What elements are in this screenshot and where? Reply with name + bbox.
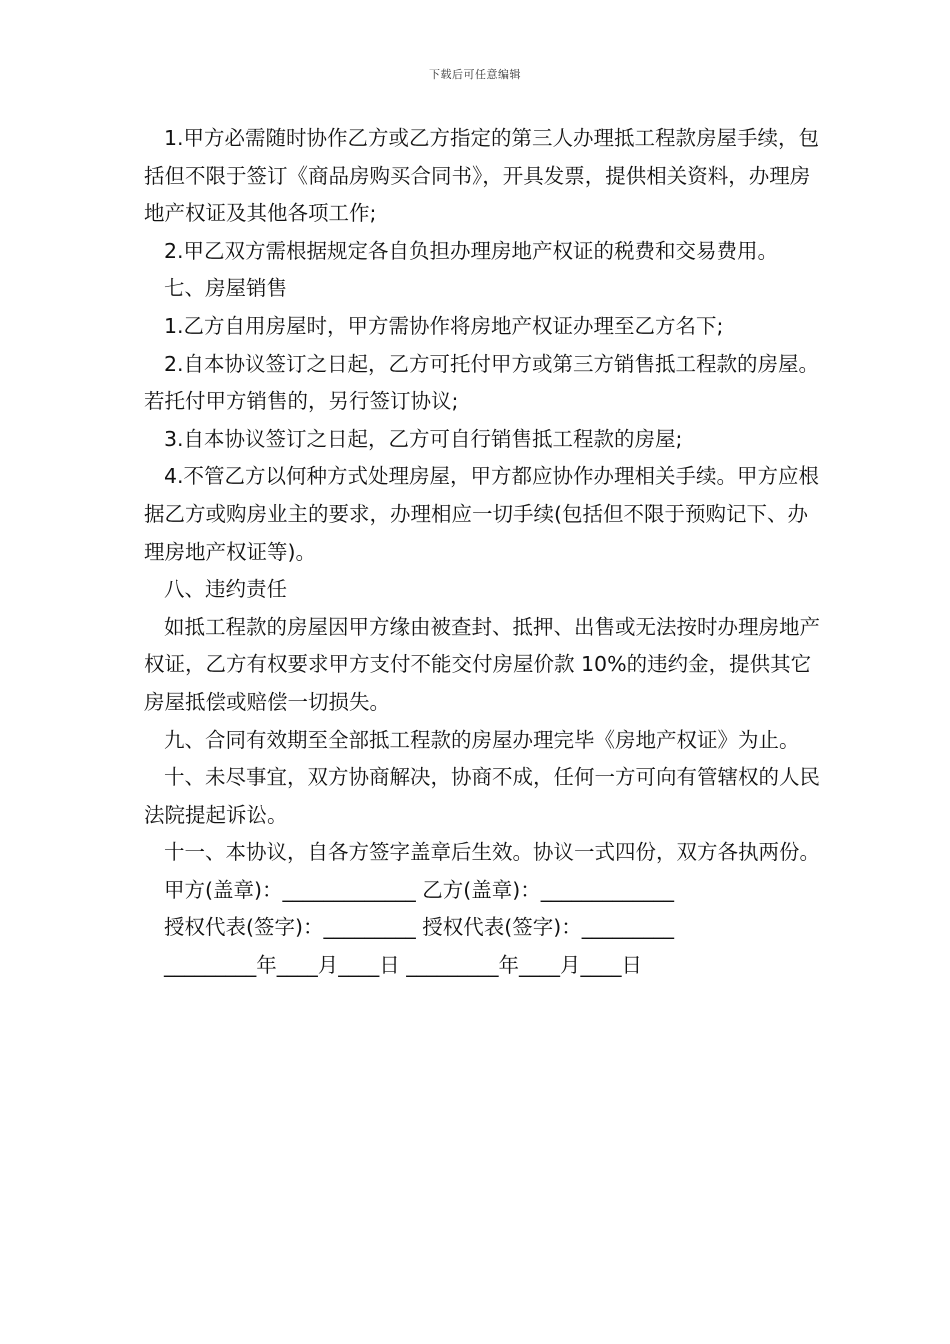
signature-representative-line: 授权代表(签字)：_________ 授权代表(签字)：_________ [164,915,675,940]
clause-paragraph: 2.甲乙双方需根据规定各自负担办理房地产权证的税费和交易费用。 [164,238,779,263]
clause-paragraph: 2.自本协议签订之日起，乙方可托付甲方或第三方销售抵工程款的房屋。若托付甲方销售的，另行签订协议; [144,351,820,414]
clause-paragraph: 1.乙方自用房屋时，甲方需协作将房地产权证办理至乙方名下; [164,313,724,338]
signature-seal-line: 甲方(盖章)：_____________ 乙方(盖章)：_____________ [164,877,675,902]
signature-date-line: _________年____月____日 _________年____月____日 [164,953,643,978]
document-body [144,120,824,985]
clause-paragraph: 九、合同有效期至全部抵工程款的房屋办理完毕《房地产权证》为止。 [164,727,800,752]
clause-paragraph: 十一、本协议，自各方签字盖章后生效。协议一式四份，双方各执两份。 [164,840,820,865]
clause-paragraph: 如抵工程款的房屋因甲方缘由被查封、抵押、出售或无法按时办理房地产权证，乙方有权要求甲方支付不能交付房屋价款 10%的违约金，提供其它房屋抵偿或赔偿一切损失。 [144,614,820,714]
page-header: 下载后可任意编辑 [429,68,521,81]
section-heading: 八、违约责任 [164,577,287,602]
section-heading: 七、房屋销售 [164,276,287,301]
clause-paragraph: 3.自本协议签订之日起，乙方可自行销售抵工程款的房屋; [164,426,683,451]
clause-paragraph: 十、未尽事宜，双方协商解决，协商不成，任何一方可向有管辖权的人民法院提起诉讼。 [144,765,820,827]
clause-paragraph: 1.甲方必需随时协作乙方或乙方指定的第三人办理抵工程款房屋手续，包括但不限于签订《商品房购买合同书》，开具发票，提供相关资料，办理房地产权证及其他各项工作; [144,126,820,226]
clause-paragraph: 4.不管乙方以何种方式处理房屋，甲方都应协作办理相关手续。甲方应根据乙方或购房业主的要求，办理相应一切手续(包括但不限于预购记下、办理房地产权证等)。 [144,464,820,564]
